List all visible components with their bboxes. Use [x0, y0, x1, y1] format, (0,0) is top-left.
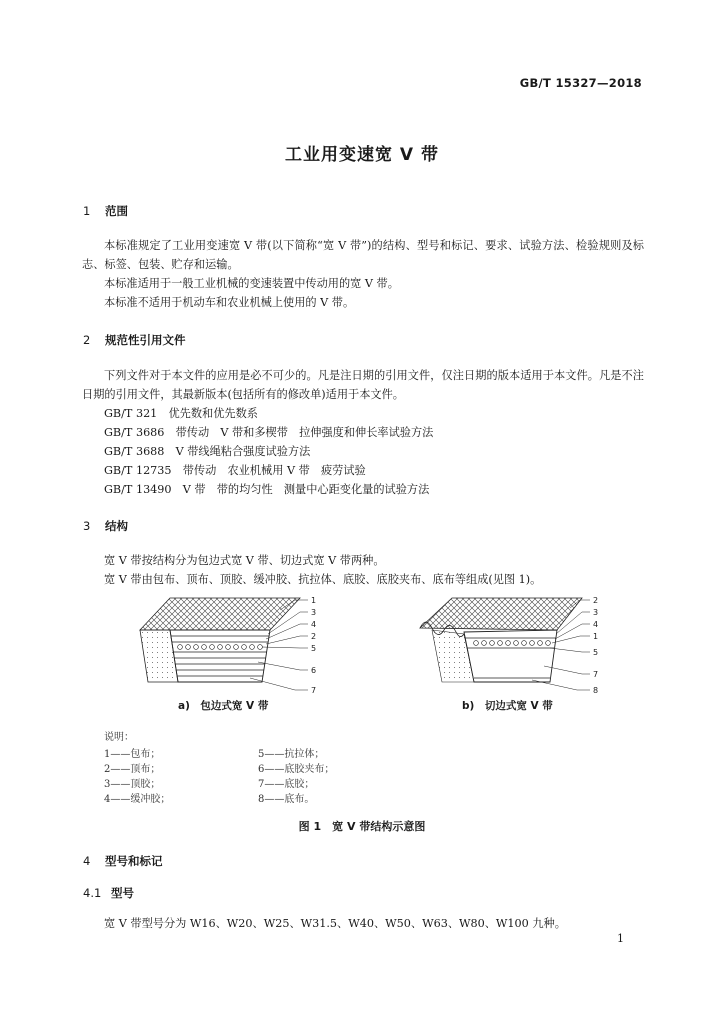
belt-top-surface — [420, 598, 582, 630]
legend-item: 3——顶胶； — [104, 779, 161, 790]
callout-label: 8 — [593, 686, 599, 695]
ref-item: GB/T 3688 V 带线绳粘合强度试验方法 — [104, 445, 311, 458]
section-title: 型号 — [111, 886, 134, 900]
scope-paragraph-1: 本标准规定了工业用变速宽 V 带(以下简称“宽 V 带”)的结构、型号和标记、要求、试验方法、检验规则及标志、标签、包装、贮存和运输。 — [82, 239, 644, 271]
section-number: 4.1 — [83, 886, 102, 900]
callout-label: 3 — [593, 608, 599, 617]
section-title: 型号和标记 — [105, 854, 163, 868]
legend-item: 6——底胶夹布； — [258, 764, 335, 775]
callout-label: 6 — [311, 666, 317, 675]
figure-title: 图 1 宽 V 带结构示意图 — [298, 820, 426, 833]
callout-label: 2 — [311, 632, 317, 641]
figure-a-wrapped-belt — [130, 590, 330, 700]
section-number: 2 — [83, 333, 91, 347]
section-number: 1 — [83, 204, 91, 218]
section-title: 结构 — [105, 519, 128, 533]
callout-label: 1 — [311, 596, 317, 605]
section-4-heading — [83, 853, 163, 869]
belt-top-surface — [140, 598, 300, 630]
section-2-heading — [83, 332, 186, 348]
section-title: 范围 — [105, 204, 128, 218]
callout-label: 7 — [311, 686, 317, 695]
figure-b-caption: b) 切边式宽 V 带 — [462, 700, 553, 712]
section-number: 3 — [83, 519, 91, 533]
legend-item: 4——缓冲胶； — [104, 794, 171, 805]
scope-paragraph-2: 本标准适用于一般工业机械的变速装置中传动用的宽 V 带。 — [104, 277, 399, 290]
legend-item: 1——包布； — [104, 749, 161, 760]
section-number: 4 — [83, 854, 91, 868]
legend-title: 说明： — [104, 732, 134, 743]
callout-label: 5 — [311, 644, 317, 653]
callout-label: 4 — [311, 620, 317, 629]
structure-paragraph-2: 宽 V 带由包布、顶布、顶胶、缓冲胶、抗拉体、底胶、底胶夹布、底布等组成(见图 1)。 — [104, 573, 542, 586]
callout-label: 3 — [311, 608, 317, 617]
refs-intro: 下列文件对于本文件的应用是必不可少的。凡是注日期的引用文件，仅注日期的版本适用于本文件。凡是不注日期的引用文件，其最新版本(包括所有的修改单)适用于本文件。 — [82, 369, 644, 401]
page-number: 1 — [617, 932, 624, 945]
section-4-1-heading — [83, 885, 134, 901]
ref-item: GB/T 3686 带传动 V 带和多楔带 拉伸强度和伸长率试验方法 — [104, 426, 434, 439]
figure-a-caption: a) 包边式宽 V 带 — [178, 700, 269, 712]
legend-item: 7——底胶； — [258, 779, 315, 790]
figure-b-raw-edge-belt — [412, 590, 612, 700]
callout-label: 5 — [593, 648, 599, 657]
ref-item: GB/T 321 优先数和优先数系 — [104, 407, 258, 420]
callout-label: 1 — [593, 632, 599, 641]
structure-paragraph-1: 宽 V 带按结构分为包边式宽 V 带、切边式宽 V 带两种。 — [104, 554, 385, 567]
legend-item: 5——抗拉体； — [258, 749, 325, 760]
document-title: 工业用变速宽 V 带 — [285, 145, 439, 165]
ref-item: GB/T 13490 V 带 带的均匀性 测量中心距变化量的试验方法 — [104, 483, 430, 496]
section-title: 规范性引用文件 — [105, 333, 186, 347]
ref-item: GB/T 12735 带传动 农业机械用 V 带 疲劳试验 — [104, 464, 366, 477]
section-3-heading — [83, 518, 128, 534]
legend-item: 8——底布。 — [258, 794, 315, 805]
scope-paragraph-3: 本标准不适用于机动车和农业机械上使用的 V 带。 — [104, 296, 355, 309]
legend-item: 2——顶布； — [104, 764, 161, 775]
models-paragraph: 宽 V 带型号分为 W16、W20、W25、W31.5、W40、W50、W63、W80、W100 九种。 — [104, 917, 566, 930]
callout-label: 2 — [593, 596, 599, 605]
callout-label: 7 — [593, 670, 599, 679]
section-1-heading — [83, 203, 128, 219]
belt-cross-section — [170, 630, 270, 682]
standard-code: GB/T 15327—2018 — [519, 76, 642, 90]
callout-label: 4 — [593, 620, 599, 629]
